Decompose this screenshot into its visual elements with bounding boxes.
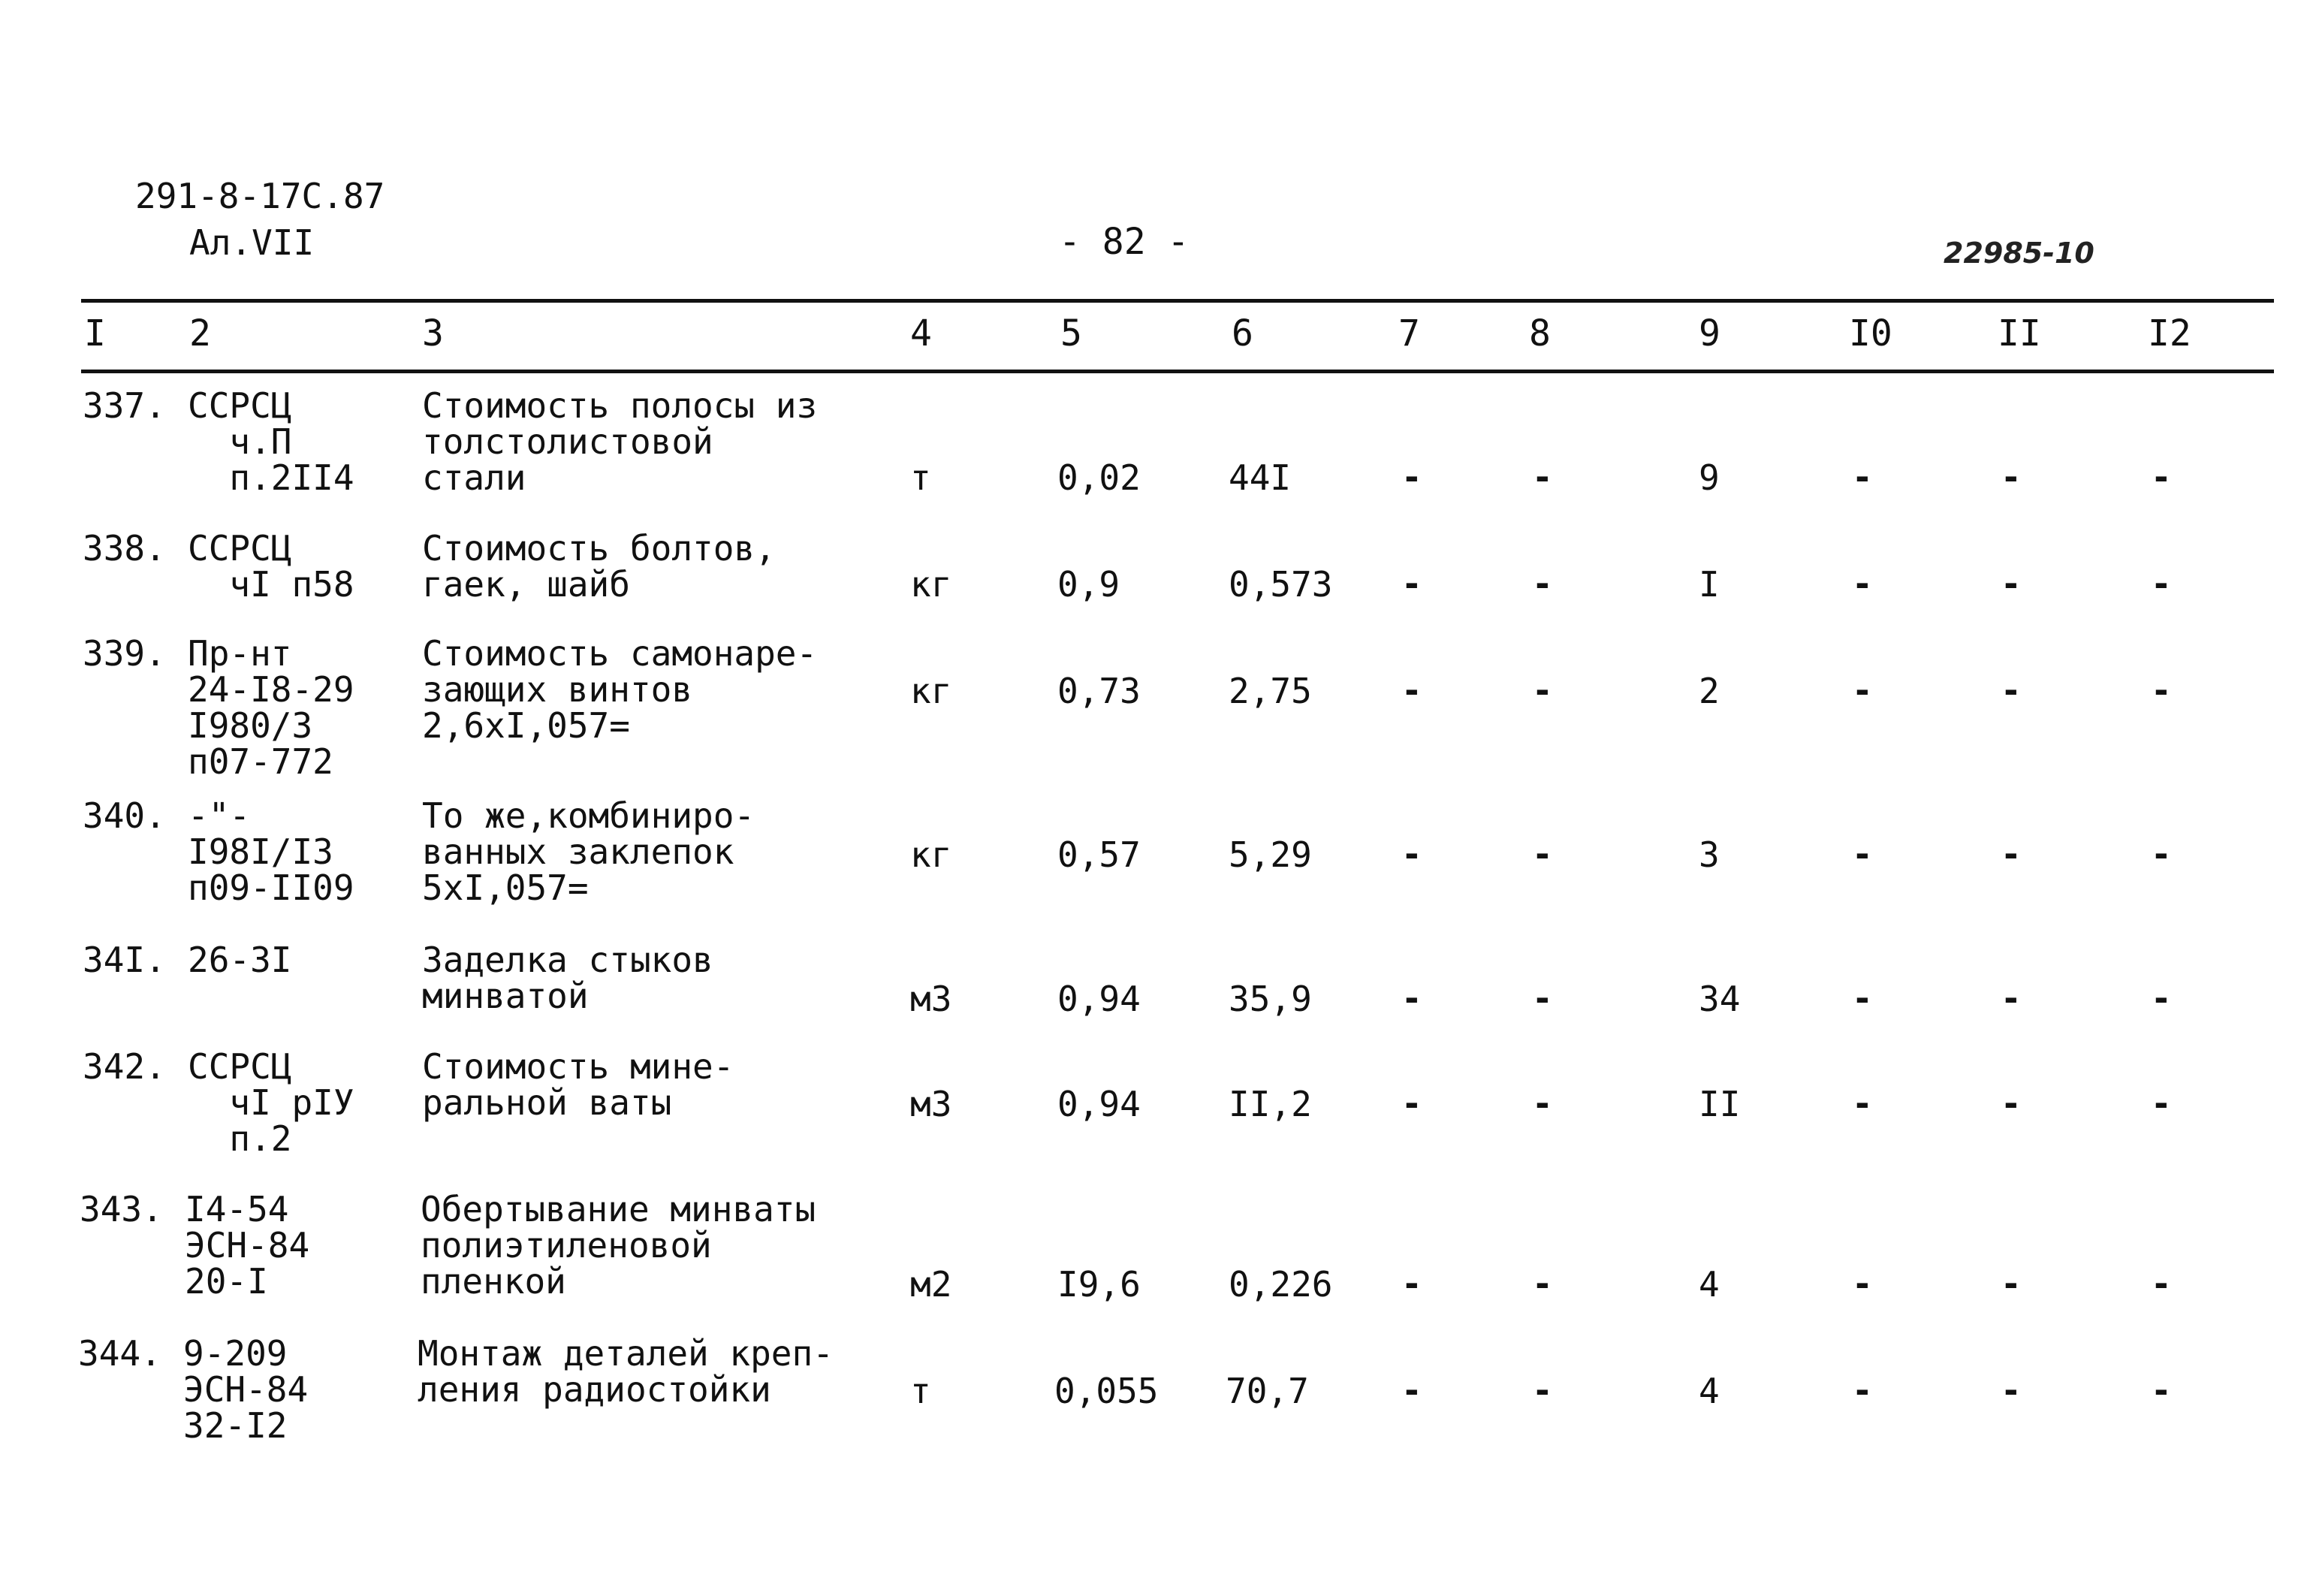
row-description: Монтаж деталей креп- ления радиостойки [418,1333,834,1410]
row-description: Обертывание минваты полиэтиленовой пленкой [421,1189,816,1302]
row-col9: I [1699,564,1720,605]
row-col11: - [2001,1083,2022,1124]
row-col8: - [1532,563,1553,604]
row-quantity: 0,94 [1057,979,1141,1019]
row-col12: - [2151,457,2172,497]
row-col9: 3 [1699,834,1720,875]
row-price: 35,9 [1229,979,1312,1019]
row-col10: - [1852,457,1873,497]
row-number: 34I. [83,940,166,980]
row-description: Стоимость самонаре- зающих винтов 2,6хI,057= [422,633,818,746]
row-col7: - [1401,563,1422,604]
row-col7: - [1401,834,1422,874]
row-number: 342. [83,1046,166,1087]
row-unit: т [910,457,931,498]
column-header: 3 [422,312,444,354]
document-code: 291-8-17С.87 [135,176,385,216]
row-col12: - [2151,834,2172,874]
row-col8: - [1532,1263,1553,1304]
row-unit: м3 [910,1084,952,1124]
column-header: 9 [1699,312,1720,354]
column-header: I2 [2148,312,2191,354]
row-col11: - [2001,1263,2022,1304]
column-header: 2 [189,312,211,354]
row-col10: - [1852,1370,1873,1410]
archive-stamp: 22985-10 [1944,237,2094,270]
row-col7: - [1401,1083,1422,1124]
row-col12: - [2151,978,2172,1018]
row-unit: м2 [910,1264,952,1305]
row-col10: - [1852,1083,1873,1124]
row-col10: - [1852,834,1873,874]
row-col7: - [1401,670,1422,711]
column-header: 4 [910,312,932,354]
row-reference: I4-54 ЭСН-84 20-I [185,1189,310,1302]
row-quantity: 0,055 [1054,1371,1159,1411]
column-header: I0 [1849,312,1892,354]
row-col11: - [2001,563,2022,604]
row-col12: - [2151,1370,2172,1410]
page-number: - 82 - [1059,221,1190,263]
row-col9: II [1699,1084,1741,1124]
column-header: 5 [1060,312,1082,354]
row-price: 2,75 [1229,671,1312,711]
row-price: II,2 [1229,1084,1312,1124]
row-col8: - [1532,978,1553,1018]
column-header: 7 [1398,312,1420,354]
row-number: 337. [83,385,166,426]
row-quantity: 0,02 [1057,457,1141,498]
row-reference: ССРСЦ ч.П п.2II4 [188,385,354,498]
row-unit: кг [910,564,952,605]
column-header: 6 [1232,312,1253,354]
row-col12: - [2151,563,2172,604]
row-price: 5,29 [1229,834,1312,875]
row-col9: 2 [1699,671,1720,711]
row-reference: Пр-нт 24-I8-29 I980/3 п07-772 [188,633,354,782]
row-col7: - [1401,978,1422,1018]
row-col10: - [1852,670,1873,711]
row-price: 44I [1229,457,1292,498]
row-description: Заделка стыков минватой [422,940,713,1016]
row-unit: т [910,1371,931,1411]
row-col11: - [2001,978,2022,1018]
row-number: 339. [83,633,166,674]
row-quantity: I9,6 [1057,1264,1141,1305]
row-col9: 4 [1699,1371,1720,1411]
row-number: 344. [78,1333,161,1374]
row-reference: 26-3I [188,940,292,980]
column-header: 8 [1529,312,1551,354]
row-col10: - [1852,563,1873,604]
row-reference: ССРСЦ чI п58 [188,528,354,605]
album-label: Ал.VII [189,222,315,263]
row-reference: ССРСЦ чI рIУ п.2 [188,1046,354,1159]
row-quantity: 0,57 [1057,834,1141,875]
row-col11: - [2001,457,2022,497]
row-unit: кг [910,671,952,711]
row-quantity: 0,9 [1057,564,1120,605]
row-description: Стоимость болтов, гаек, шайб [422,528,776,605]
row-col9: 9 [1699,457,1720,498]
row-unit: кг [910,834,952,875]
row-col8: - [1532,834,1553,874]
row-number: 340. [83,795,166,836]
row-description: То же,комбиниро- ванных заклепок 5хI,057= [422,795,755,908]
row-description: Стоимость полосы из толстолистовой стали [422,385,818,498]
row-col10: - [1852,1263,1873,1304]
row-col7: - [1401,1263,1422,1304]
row-col8: - [1532,670,1553,711]
row-number: 338. [83,528,166,569]
row-col9: 4 [1699,1264,1720,1305]
row-col8: - [1532,1370,1553,1410]
row-reference: -"- I98I/I3 п09-II09 [188,795,354,908]
row-col9: 34 [1699,979,1741,1019]
row-col12: - [2151,670,2172,711]
row-quantity: 0,94 [1057,1084,1141,1124]
row-col11: - [2001,670,2022,711]
row-col7: - [1401,1370,1422,1410]
row-price: 0,573 [1229,564,1333,605]
row-col8: - [1532,1083,1553,1124]
row-col11: - [2001,1370,2022,1410]
row-col12: - [2151,1263,2172,1304]
column-header: I [84,312,106,354]
row-col10: - [1852,978,1873,1018]
row-price: 0,226 [1229,1264,1333,1305]
row-price: 70,7 [1226,1371,1309,1411]
row-quantity: 0,73 [1057,671,1141,711]
row-reference: 9-209 ЭСН-84 32-I2 [183,1333,309,1446]
table-top-rule [81,299,2274,303]
row-unit: м3 [910,979,952,1019]
table-header-rule [81,370,2274,373]
row-col11: - [2001,834,2022,874]
row-col7: - [1401,457,1422,497]
row-description: Стоимость мине- ральной ваты [422,1046,734,1123]
row-col8: - [1532,457,1553,497]
column-header: II [1998,312,2041,354]
row-number: 343. [80,1189,163,1229]
row-col12: - [2151,1083,2172,1124]
